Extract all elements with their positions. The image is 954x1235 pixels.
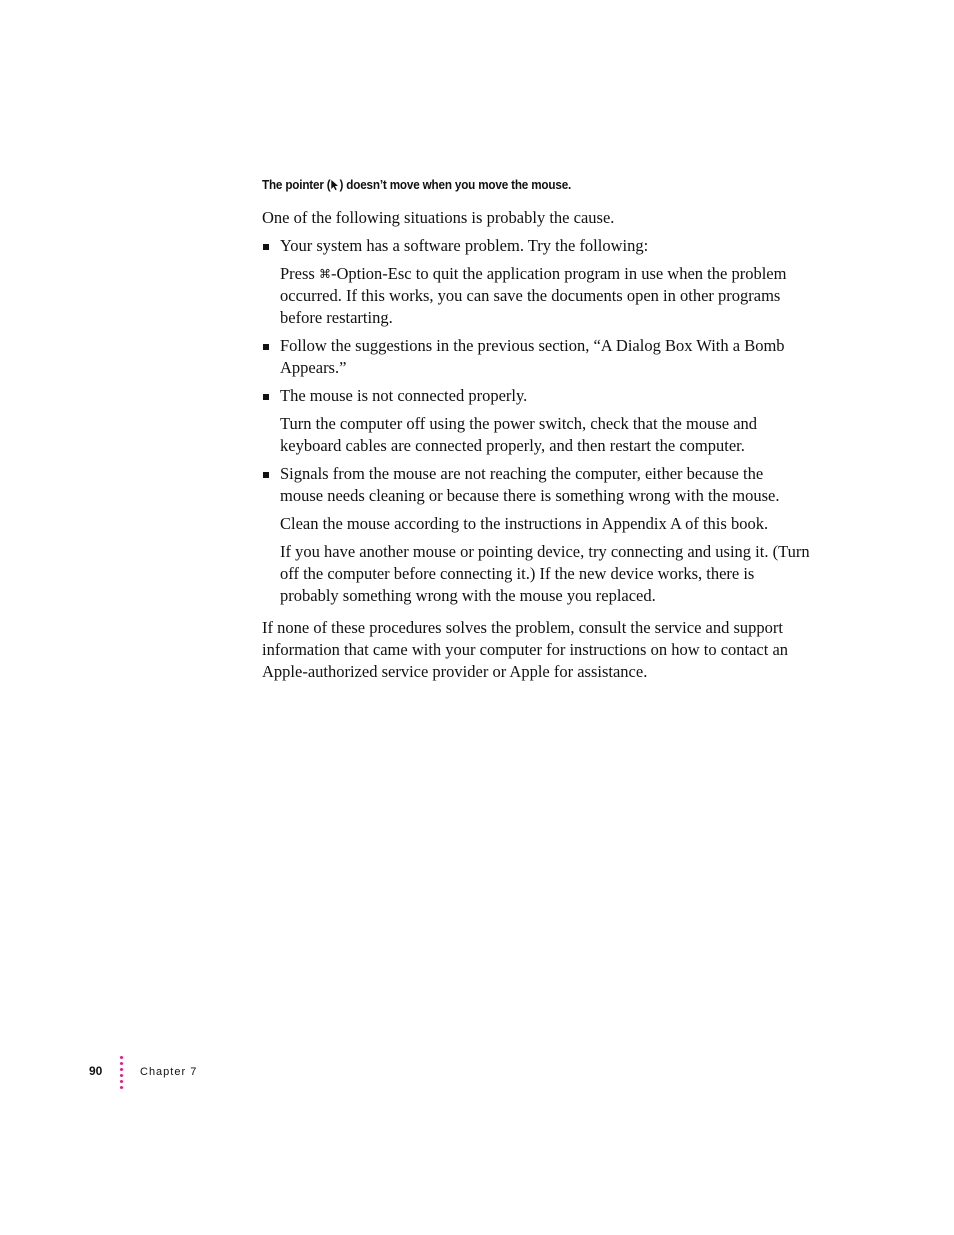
footer-dot [120, 1068, 123, 1071]
bullet-square-icon [263, 472, 269, 478]
bullet-item-software-problem [262, 235, 810, 257]
sub-text-end: -Option-Esc to quit the application program in use when the problem occurred. If this works, you can save the documents open in other programs before restarting. [280, 264, 787, 327]
bullet-item-previous-section [262, 335, 810, 379]
document-body [262, 207, 810, 683]
arrow-pointer-icon [331, 179, 340, 191]
sub-text-start: Press [280, 264, 319, 283]
bullet-square-icon [263, 244, 269, 250]
page-number: 90 [89, 1064, 103, 1078]
chapter-label: Chapter 7 [140, 1066, 198, 1078]
bullet-item-signals [262, 463, 810, 507]
footer-dot [120, 1062, 123, 1065]
bullet-text: Signals from the mouse are not reaching the computer, either because the mouse needs cleaning or because there is something wrong with the mouse. [280, 464, 780, 505]
footer-dotted-rule [120, 1056, 123, 1096]
bullet-square-icon [263, 394, 269, 400]
bullet-item-not-connected [262, 385, 810, 407]
sub-paragraph-clean-mouse: Clean the mouse according to the instructions in Appendix A of this book. [280, 514, 769, 533]
intro-paragraph: One of the following situations is probably the cause. [262, 208, 615, 227]
bullet-text: Your system has a software problem. Try the following: [280, 236, 649, 255]
section-heading [262, 177, 571, 192]
command-key-icon: ⌘ [318, 267, 331, 281]
sub-paragraph-check-cables: Turn the computer off using the power switch, check that the mouse and keyboard cables are connected properly, and then restart the computer. [280, 414, 758, 455]
footer-dot [120, 1080, 123, 1083]
sub-paragraph-another-mouse: If you have another mouse or pointing device, try connecting and using it. (Turn off the computer before connecting it.) If the new device works, there is probably something wrong with the mouse you replaced. [280, 542, 810, 605]
footer-dot [120, 1086, 123, 1089]
heading-text-start: The pointer ( [262, 177, 331, 192]
bullet-text: Follow the suggestions in the previous section, “A Dialog Box With a Bomb Appears.” [280, 336, 785, 377]
bullet-square-icon [263, 344, 269, 350]
sub-paragraph-force-quit [262, 263, 810, 329]
footer-dot [120, 1074, 123, 1077]
closing-paragraph: If none of these procedures solves the problem, consult the service and support information that came with your computer for instructions on how to contact an Apple-authorized service provider or Apple for assistance. [262, 618, 789, 681]
heading-text-end: ) doesn’t move when you move the mouse. [339, 177, 572, 192]
footer-dot [120, 1056, 123, 1059]
bullet-text: The mouse is not connected properly. [280, 386, 528, 405]
